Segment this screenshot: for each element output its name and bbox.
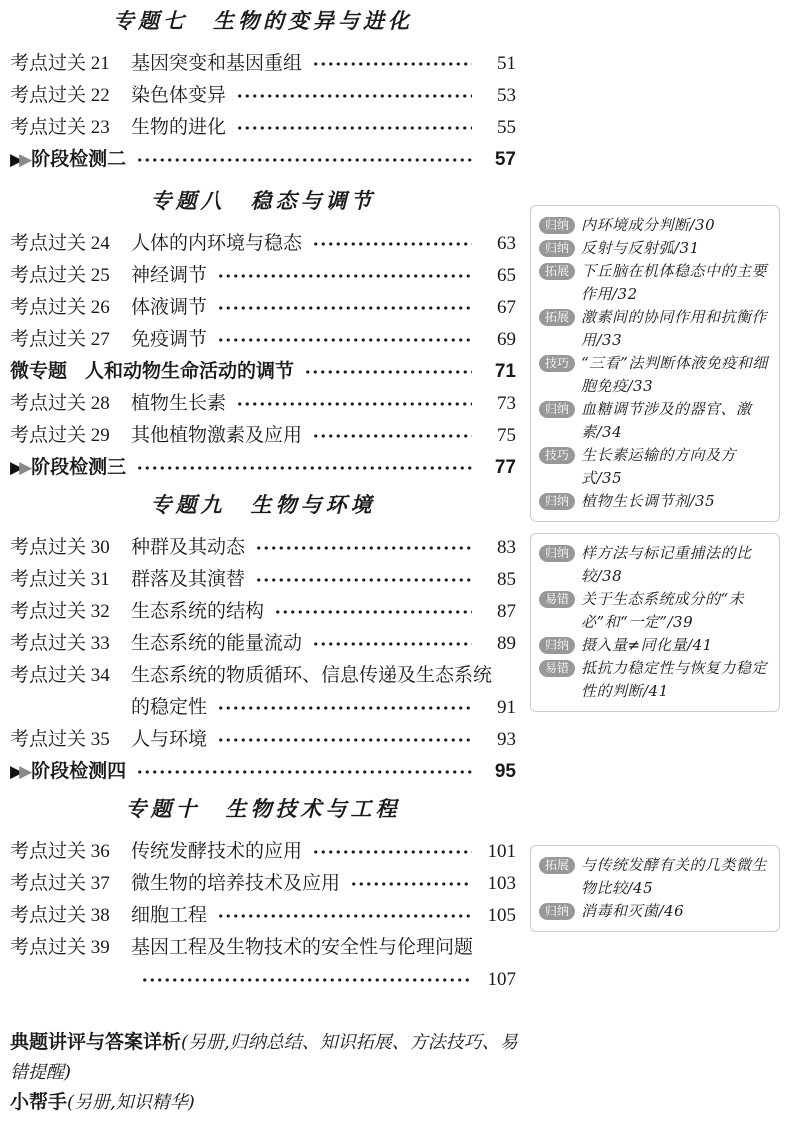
arrow-icon: ▶ bbox=[10, 150, 20, 169]
dot-leader bbox=[217, 913, 472, 919]
section-entries bbox=[10, 228, 516, 484]
toc-entry bbox=[10, 900, 516, 932]
entry-title: 神经调节 bbox=[131, 265, 208, 286]
dot-leader bbox=[312, 641, 472, 647]
note-tag: 归纳 bbox=[539, 545, 575, 562]
entry-title: 体液调节 bbox=[131, 297, 208, 318]
toc-entry bbox=[10, 596, 516, 628]
note-text: 消毒和灭菌/46 bbox=[581, 902, 685, 920]
note-tag: 归纳 bbox=[539, 493, 575, 510]
entry-label: 考点过关 36 bbox=[10, 841, 110, 862]
page-number: 107 bbox=[487, 969, 516, 990]
sidebar-note bbox=[537, 634, 773, 657]
dot-leader bbox=[312, 433, 472, 439]
arrow-icon: ▶ bbox=[10, 762, 20, 781]
note-text: 激素间的协同作用和抗衡作用/33 bbox=[581, 308, 768, 349]
dot-leader bbox=[136, 465, 472, 471]
page-number: 51 bbox=[497, 53, 516, 74]
entry-title: 生态系统的能量流动 bbox=[131, 633, 303, 654]
section-entries bbox=[10, 836, 516, 996]
arrow-icon: ▶ bbox=[19, 762, 29, 781]
sidebar-note bbox=[537, 900, 773, 923]
entry-title: 植物生长素 bbox=[131, 393, 227, 414]
dot-leader bbox=[350, 881, 472, 887]
page-number: 65 bbox=[497, 265, 516, 286]
note-text: 反射与反射弧/31 bbox=[581, 239, 700, 257]
toc-entry bbox=[10, 564, 516, 596]
note-tag: 技巧 bbox=[539, 447, 575, 464]
sidebar-note-box bbox=[530, 533, 780, 712]
note-text: 植物生长调节剂/35 bbox=[581, 492, 716, 510]
sidebar-note bbox=[537, 260, 773, 306]
arrow-icon: ▶ bbox=[19, 150, 29, 169]
dot-leader bbox=[141, 977, 472, 983]
dot-leader bbox=[136, 769, 472, 775]
toc-entry bbox=[10, 324, 516, 356]
section-entries bbox=[10, 532, 516, 788]
footer-note-detail: (另册,归纳总结、知识拓展、方法技巧、易错提醒) bbox=[10, 1032, 518, 1083]
page-number: 53 bbox=[497, 85, 516, 106]
sidebar-note-box bbox=[530, 205, 780, 522]
section-title: 专题七 生物的变异与进化 bbox=[113, 8, 413, 33]
page-number: 87 bbox=[497, 601, 516, 622]
entry-title: 其他植物激素及应用 bbox=[131, 425, 303, 446]
toc-entry bbox=[10, 724, 516, 756]
toc-entry bbox=[10, 532, 516, 564]
entry-label: 考点过关 32 bbox=[10, 601, 110, 622]
entry-title: 生态系统的物质循环、信息传递及生态系统 bbox=[131, 665, 493, 686]
entry-title: 基因突变和基因重组 bbox=[131, 53, 303, 74]
entry-label: 考点过关 26 bbox=[10, 297, 110, 318]
toc-entry bbox=[10, 756, 516, 788]
note-text: 抵抗力稳定性与恢复力稳定性的判断/41 bbox=[581, 659, 768, 700]
dot-leader bbox=[312, 241, 472, 247]
entry-title: 生态系统的结构 bbox=[131, 601, 265, 622]
note-tag: 归纳 bbox=[539, 637, 575, 654]
sidebar-note bbox=[537, 306, 773, 352]
section-title: 专题八 稳态与调节 bbox=[150, 188, 376, 213]
footer-note-detail: (另册,知识精华) bbox=[67, 1092, 195, 1113]
entry-label: 考点过关 29 bbox=[10, 425, 110, 446]
footer-note-title: 小帮手 bbox=[10, 1092, 68, 1113]
page-number: 77 bbox=[494, 457, 516, 478]
note-text: “三看”法判断体液免疫和细胞免疫/33 bbox=[581, 354, 768, 395]
toc-entry bbox=[10, 628, 516, 660]
entry-label: 阶段检测四 bbox=[31, 761, 127, 782]
dot-leader bbox=[217, 705, 472, 711]
sidebar-note bbox=[537, 352, 773, 398]
entry-title: 群落及其演替 bbox=[131, 569, 246, 590]
dot-leader bbox=[217, 305, 472, 311]
toc-entry bbox=[10, 80, 516, 112]
note-tag: 归纳 bbox=[539, 401, 575, 418]
sidebar-note bbox=[537, 542, 773, 588]
toc-entry bbox=[10, 228, 516, 260]
toc-entry-continuation bbox=[10, 964, 516, 996]
entry-label: 考点过关 23 bbox=[10, 117, 110, 138]
entry-title: 微生物的培养技术及应用 bbox=[131, 873, 341, 894]
entry-label: 考点过关 34 bbox=[10, 665, 110, 686]
entry-label: 考点过关 33 bbox=[10, 633, 110, 654]
note-tag: 拓展 bbox=[539, 263, 575, 280]
sidebar-note bbox=[537, 657, 773, 703]
sidebar-note bbox=[537, 398, 773, 444]
toc-entry bbox=[10, 868, 516, 900]
entry-title: 免疫调节 bbox=[131, 329, 208, 350]
toc-entry bbox=[10, 932, 516, 964]
footer-note bbox=[10, 1088, 526, 1118]
page-number: 69 bbox=[497, 329, 516, 350]
page-number: 93 bbox=[497, 729, 516, 750]
sidebar-note bbox=[537, 854, 773, 900]
page-number: 75 bbox=[497, 425, 516, 446]
toc-entry bbox=[10, 388, 516, 420]
toc-entry bbox=[10, 144, 516, 176]
dot-leader bbox=[312, 849, 472, 855]
note-text: 下丘脑在机体稳态中的主要作用/32 bbox=[581, 262, 768, 303]
page-number: 55 bbox=[497, 117, 516, 138]
stage-arrows-icon bbox=[10, 452, 28, 484]
page-number: 63 bbox=[497, 233, 516, 254]
page-number: 91 bbox=[497, 697, 516, 718]
entry-title: 生物的进化 bbox=[131, 117, 227, 138]
dot-leader bbox=[236, 401, 472, 407]
note-text: 内环境成分判断/30 bbox=[581, 216, 716, 234]
dot-leader bbox=[274, 609, 472, 615]
sidebar-note bbox=[537, 588, 773, 634]
entry-label: 考点过关 25 bbox=[10, 265, 110, 286]
toc-entry bbox=[10, 48, 516, 80]
toc-entry bbox=[10, 356, 516, 388]
note-text: 样方法与标记重捕法的比较/38 bbox=[581, 544, 752, 585]
entry-title: 人和动物生命活动的调节 bbox=[85, 361, 295, 382]
footer-note bbox=[10, 1028, 526, 1088]
toc-entry bbox=[10, 836, 516, 868]
entry-title: 人与环境 bbox=[131, 729, 208, 750]
note-text: 摄入量≠同化量/41 bbox=[581, 636, 713, 654]
section-title: 专题九 生物与环境 bbox=[150, 492, 376, 517]
page-number: 89 bbox=[497, 633, 516, 654]
entry-label: 考点过关 28 bbox=[10, 393, 110, 414]
toc-entry bbox=[10, 660, 516, 692]
sidebar-note bbox=[537, 214, 773, 237]
stage-arrows-icon bbox=[10, 144, 28, 176]
entry-label: 阶段检测二 bbox=[31, 149, 127, 170]
entry-label: 考点过关 38 bbox=[10, 905, 110, 926]
note-tag: 拓展 bbox=[539, 309, 575, 326]
note-tag: 归纳 bbox=[539, 217, 575, 234]
note-tag: 易错 bbox=[539, 591, 575, 608]
note-text: 血糖调节涉及的器官、激素/34 bbox=[581, 400, 752, 441]
entry-title: 染色体变异 bbox=[131, 85, 227, 106]
entry-title: 的稳定性 bbox=[131, 697, 208, 718]
dot-leader bbox=[236, 93, 472, 99]
dot-leader bbox=[217, 273, 472, 279]
note-text: 生长素运输的方向及方式/35 bbox=[581, 446, 737, 487]
entry-label: 考点过关 37 bbox=[10, 873, 110, 894]
entry-label: 考点过关 21 bbox=[10, 53, 110, 74]
entry-label: 考点过关 35 bbox=[10, 729, 110, 750]
footer-notes bbox=[10, 1028, 526, 1118]
page-number: 95 bbox=[494, 761, 516, 782]
stage-arrows-icon bbox=[10, 756, 28, 788]
sidebar-note bbox=[537, 444, 773, 490]
entry-label: 考点过关 27 bbox=[10, 329, 110, 350]
note-tag: 归纳 bbox=[539, 903, 575, 920]
toc-entry bbox=[10, 260, 516, 292]
arrow-icon: ▶ bbox=[19, 458, 29, 477]
note-tag: 技巧 bbox=[539, 355, 575, 372]
entry-title: 传统发酵技术的应用 bbox=[131, 841, 303, 862]
dot-leader bbox=[255, 577, 472, 583]
dot-leader bbox=[217, 737, 472, 743]
sidebar-note bbox=[537, 490, 773, 513]
page-number: 83 bbox=[497, 537, 516, 558]
note-text: 关于生态系统成分的“未必”和“一定”/39 bbox=[581, 590, 745, 631]
arrow-icon: ▶ bbox=[10, 458, 20, 477]
footer-note-title: 典题讲评与答案详析 bbox=[10, 1032, 182, 1053]
note-tag: 拓展 bbox=[539, 857, 575, 874]
dot-leader bbox=[236, 125, 472, 131]
page-number: 57 bbox=[494, 149, 516, 170]
sidebar-note bbox=[537, 237, 773, 260]
dot-leader bbox=[255, 545, 472, 551]
toc-entry bbox=[10, 420, 516, 452]
toc-entry-continuation bbox=[10, 692, 516, 724]
entry-label: 阶段检测三 bbox=[31, 457, 127, 478]
entry-label: 考点过关 31 bbox=[10, 569, 110, 590]
toc-main bbox=[10, 4, 516, 996]
note-tag: 易错 bbox=[539, 660, 575, 677]
dot-leader bbox=[304, 369, 472, 375]
toc-entry bbox=[10, 112, 516, 144]
page-number: 101 bbox=[487, 841, 516, 862]
entry-label: 微专题 bbox=[10, 361, 68, 382]
section-title: 专题十 生物技术与工程 bbox=[125, 796, 401, 821]
toc-entry bbox=[10, 452, 516, 484]
entry-title: 基因工程及生物技术的安全性与伦理问题 bbox=[131, 937, 474, 958]
entry-label: 考点过关 24 bbox=[10, 233, 110, 254]
page-number: 85 bbox=[497, 569, 516, 590]
note-tag: 归纳 bbox=[539, 240, 575, 257]
page-number: 73 bbox=[497, 393, 516, 414]
entry-title: 人体的内环境与稳态 bbox=[131, 233, 303, 254]
entry-label: 考点过关 30 bbox=[10, 537, 110, 558]
page-number: 105 bbox=[487, 905, 516, 926]
toc-entry bbox=[10, 292, 516, 324]
dot-leader bbox=[136, 157, 472, 163]
page-number: 71 bbox=[494, 361, 516, 382]
entry-title: 种群及其动态 bbox=[131, 537, 246, 558]
entry-title: 细胞工程 bbox=[131, 905, 208, 926]
section-entries bbox=[10, 48, 516, 176]
dot-leader bbox=[312, 61, 472, 67]
sidebar-note-box bbox=[530, 845, 780, 932]
page-number: 103 bbox=[487, 873, 516, 894]
dot-leader bbox=[217, 337, 472, 343]
page-number: 67 bbox=[497, 297, 516, 318]
entry-label: 考点过关 39 bbox=[10, 937, 110, 958]
entry-label: 考点过关 22 bbox=[10, 85, 110, 106]
note-text: 与传统发酵有关的几类微生物比较/45 bbox=[581, 856, 768, 897]
